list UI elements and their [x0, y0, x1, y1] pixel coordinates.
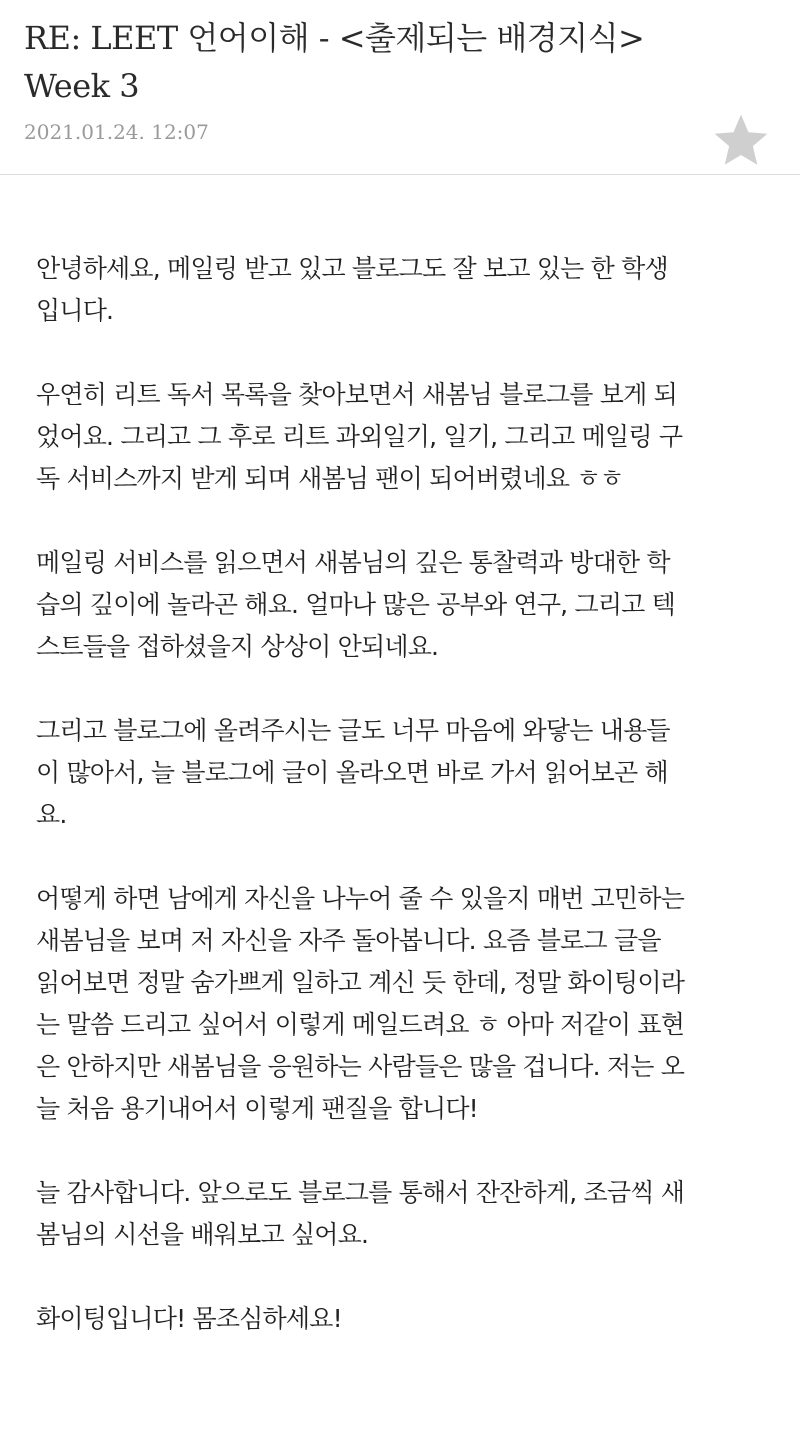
text-line: 새봄님을 보며 저 자신을 자주 돌아봅니다. 요즘 블로그 글을	[36, 926, 661, 955]
text-line: 늘 감사합니다. 앞으로도 블로그를 통해서 잔잔하게, 조금씩 새	[36, 1178, 685, 1207]
post-body	[36, 248, 776, 1382]
paragraph	[36, 878, 776, 1130]
text-line: 우연히 리트 독서 목록을 찾아보면서 새봄님 블로그를 보게 되	[36, 380, 677, 409]
text-line: 메일링 서비스를 읽으면서 새봄님의 깊은 통찰력과 방대한 학	[36, 548, 670, 577]
paragraph	[36, 542, 776, 668]
text-line: 이 많아서, 늘 블로그에 글이 올라오면 바로 가서 읽어보곤 해	[36, 758, 668, 787]
star-icon-shape	[710, 110, 772, 172]
paragraph	[36, 248, 776, 332]
text-line: 그리고 블로그에 올려주시는 글도 너무 마음에 와닿는 내용들	[36, 716, 670, 745]
paragraph	[36, 1172, 776, 1256]
text-line: 었어요. 그리고 그 후로 리트 과외일기, 일기, 그리고 메일링 구	[36, 422, 683, 451]
post-title-line: RE: LEET 언어이해 - <출제되는 배경지식>	[24, 19, 645, 57]
post-header	[0, 0, 800, 175]
text-line: 독 서비스까지 받게 되며 새봄님 팬이 되어버렸네요 ㅎㅎ	[36, 464, 624, 493]
paragraph	[36, 710, 776, 836]
text-line: 는 말씀 드리고 싶어서 이렇게 메일드려요 ㅎ 아마 저같이 표현	[36, 1010, 685, 1039]
post-title	[24, 14, 754, 110]
star-icon[interactable]	[710, 110, 772, 172]
text-line: 봄님의 시선을 배워보고 싶어요.	[36, 1220, 369, 1249]
text-line: 화이팅입니다! 몸조심하세요!	[36, 1304, 342, 1333]
paragraph	[36, 1298, 776, 1340]
text-line: 어떻게 하면 남에게 자신을 나누어 줄 수 있을지 매번 고민하는	[36, 884, 685, 913]
post-title-line: Week 3	[24, 67, 140, 105]
paragraph	[36, 374, 776, 500]
text-line: 늘 처음 용기내어서 이렇게 팬질을 합니다!	[36, 1094, 478, 1123]
text-line: 요.	[36, 800, 67, 829]
text-line: 입니다.	[36, 296, 114, 325]
text-line: 습의 깊이에 놀라곤 해요. 얼마나 많은 공부와 연구, 그리고 텍	[36, 590, 676, 619]
text-line: 읽어보면 정말 숨가쁘게 일하고 계신 듯 한데, 정말 화이팅이라	[36, 968, 685, 997]
text-line: 스트들을 접하셨을지 상상이 안되네요.	[36, 632, 439, 661]
text-line: 안녕하세요, 메일링 받고 있고 블로그도 잘 보고 있는 한 학생	[36, 254, 668, 283]
post-date: 2021.01.24. 12:07	[24, 120, 209, 144]
text-line: 은 안하지만 새봄님을 응원하는 사람들은 많을 겁니다. 저는 오	[36, 1052, 685, 1081]
